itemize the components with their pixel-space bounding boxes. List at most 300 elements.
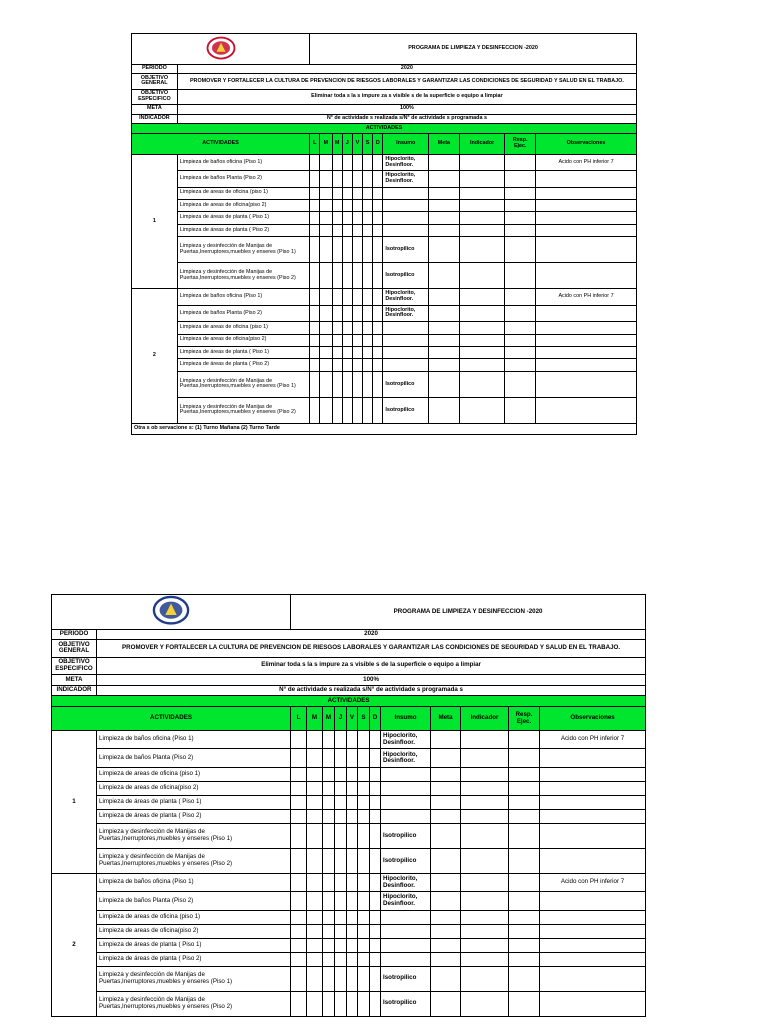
observations-cell — [540, 781, 646, 795]
day-cell — [370, 991, 381, 1016]
insumo-cell — [381, 938, 431, 952]
insumo-cell: Isotropilico — [383, 371, 429, 397]
activity-cell: Limpieza de baños oficina (Piso 1) — [177, 154, 309, 170]
day-cell — [370, 892, 381, 910]
day-cell — [363, 371, 373, 397]
insumo-cell: Hipoclorito, Desinfloor. — [381, 892, 431, 910]
column-header-row — [132, 133, 637, 154]
day-cell — [352, 237, 362, 263]
day-cell — [332, 334, 342, 346]
info-row — [132, 105, 637, 115]
indicador-cell — [461, 991, 509, 1016]
day-cell — [310, 346, 320, 358]
day-cell — [332, 322, 342, 334]
day-cell — [323, 795, 335, 809]
day-cell — [352, 322, 362, 334]
meta-cell — [429, 322, 460, 334]
table-row — [52, 731, 646, 749]
day-cell — [335, 952, 347, 966]
activity-cell: Limpieza de baños oficina (Piso 1) — [97, 731, 291, 749]
logo-cell — [52, 595, 291, 630]
day-cell — [373, 212, 383, 224]
day-cell — [373, 334, 383, 346]
day-cell — [373, 371, 383, 397]
sheet-1 — [131, 33, 637, 435]
activity-cell: Limpieza de baños Planta (Piso 2) — [97, 892, 291, 910]
meta-cell — [429, 397, 460, 423]
info-label: PERIODO — [132, 64, 178, 74]
indicador-cell — [461, 781, 509, 795]
table-row — [52, 749, 646, 767]
day-cell — [347, 938, 358, 952]
observations-cell — [536, 224, 637, 236]
info-value: 2020 — [177, 64, 636, 74]
day-cell — [332, 359, 342, 371]
section-header: ACTIVIDADES — [52, 696, 646, 707]
info-row — [52, 674, 646, 685]
resp-cell — [509, 767, 540, 781]
day-cell — [323, 952, 335, 966]
day-cell — [320, 224, 332, 236]
day-cell — [370, 910, 381, 924]
day-cell — [335, 781, 347, 795]
indicador-cell — [461, 910, 509, 924]
observations-cell: Acido con PH inferior 7 — [540, 873, 646, 891]
observations-cell — [536, 200, 637, 212]
day-cell — [342, 322, 352, 334]
insumo-cell — [381, 767, 431, 781]
day-cell — [363, 154, 373, 170]
observations-cell — [536, 334, 637, 346]
table-row — [52, 952, 646, 966]
day-cell — [363, 397, 373, 423]
meta-cell — [431, 873, 461, 891]
table-row — [52, 873, 646, 891]
column-header: Insumo — [381, 707, 431, 731]
day-cell — [358, 795, 370, 809]
day-cell — [370, 966, 381, 991]
cleaning-program-table — [51, 594, 646, 1017]
indicador-cell — [459, 346, 505, 358]
observations-cell — [536, 346, 637, 358]
activity-cell: Limpieza de baños oficina (Piso 1) — [177, 289, 309, 305]
activity-cell: Limpieza y desinfección de Manijas de Puertas,Inerruptores,muebles y enseres (Piso 2) — [97, 848, 291, 873]
meta-cell — [429, 359, 460, 371]
day-cell — [342, 187, 352, 199]
day-cell — [370, 731, 381, 749]
column-header: ACTIVIDADES — [52, 707, 291, 731]
day-cell — [332, 371, 342, 397]
day-cell — [310, 212, 320, 224]
meta-cell — [429, 237, 460, 263]
day-cell — [335, 795, 347, 809]
indicador-cell — [461, 823, 509, 848]
day-cell — [347, 795, 358, 809]
table-row — [132, 171, 637, 187]
indicador-cell — [461, 848, 509, 873]
day-cell — [323, 731, 335, 749]
table-row — [52, 781, 646, 795]
day-cell — [291, 892, 307, 910]
info-value: 2020 — [97, 629, 646, 640]
table-row — [132, 187, 637, 199]
indicador-cell — [459, 212, 505, 224]
observations-cell — [540, 767, 646, 781]
day-cell — [310, 322, 320, 334]
activity-cell: Limpieza de áreas de planta ( Piso 2) — [97, 952, 291, 966]
info-value: PROMOVER Y FORTALECER LA CULTURA DE PREVENCION DE RIESGOS LABORALES Y GARANTIZAR LAS CONDICIONES DE SEGURIDAD Y SALUD EN EL TRABAJO. — [97, 640, 646, 657]
resp-cell — [505, 154, 536, 170]
day-cell — [373, 397, 383, 423]
resp-cell — [505, 371, 536, 397]
column-header: D — [373, 133, 383, 154]
day-cell — [307, 938, 323, 952]
day-cell — [347, 749, 358, 767]
day-cell — [323, 892, 335, 910]
insumo-cell — [381, 910, 431, 924]
insumo-cell — [381, 795, 431, 809]
indicador-cell — [459, 359, 505, 371]
insumo-cell — [383, 322, 429, 334]
indicador-cell — [459, 263, 505, 289]
activity-cell: Limpieza y desinfección de Manijas de Puertas,Inerruptores,muebles y enseres (Piso 1) — [177, 237, 309, 263]
observations-cell — [536, 212, 637, 224]
table-row — [52, 795, 646, 809]
day-cell — [373, 200, 383, 212]
day-cell — [310, 224, 320, 236]
column-header: M — [323, 707, 335, 731]
day-cell — [370, 924, 381, 938]
day-cell — [342, 171, 352, 187]
observations-cell — [540, 892, 646, 910]
day-cell — [320, 334, 332, 346]
info-value: PROMOVER Y FORTALECER LA CULTURA DE PREVENCION DE RIESGOS LABORALES Y GARANTIZAR LAS CONDICIONES DE SEGURIDAD Y SALUD EN EL TRABAJO. — [177, 74, 636, 89]
day-cell — [332, 212, 342, 224]
observations-cell — [540, 966, 646, 991]
meta-cell — [429, 263, 460, 289]
info-label: INDICADOR — [132, 114, 178, 124]
day-cell — [291, 910, 307, 924]
day-cell — [373, 187, 383, 199]
insumo-cell — [383, 224, 429, 236]
day-cell — [320, 305, 332, 321]
observations-cell — [536, 263, 637, 289]
table-row — [52, 809, 646, 823]
indicador-cell — [459, 224, 505, 236]
day-cell — [335, 892, 347, 910]
insumo-cell: Isotropilico — [381, 823, 431, 848]
column-header: J — [335, 707, 347, 731]
day-cell — [320, 171, 332, 187]
table-row — [132, 371, 637, 397]
column-header: Observaciones — [536, 133, 637, 154]
observations-cell — [540, 952, 646, 966]
day-cell — [358, 809, 370, 823]
insumo-cell — [383, 212, 429, 224]
observations-cell — [540, 991, 646, 1016]
day-cell — [342, 359, 352, 371]
day-cell — [342, 200, 352, 212]
day-cell — [335, 966, 347, 991]
day-cell — [352, 397, 362, 423]
table-row — [52, 938, 646, 952]
day-cell — [291, 823, 307, 848]
day-cell — [307, 823, 323, 848]
column-header: Meta — [429, 133, 460, 154]
info-row — [52, 685, 646, 696]
observations-cell — [540, 848, 646, 873]
info-label: META — [132, 105, 178, 115]
day-cell — [323, 924, 335, 938]
observations-cell — [536, 187, 637, 199]
day-cell — [363, 171, 373, 187]
table-row — [132, 397, 637, 423]
day-cell — [363, 263, 373, 289]
indicador-cell — [461, 952, 509, 966]
resp-cell — [505, 212, 536, 224]
column-header: Resp. Ejec. — [509, 707, 540, 731]
meta-cell — [431, 952, 461, 966]
table-row — [132, 289, 637, 305]
insumo-cell — [383, 200, 429, 212]
observations-cell — [536, 237, 637, 263]
observations-cell — [540, 749, 646, 767]
table-row — [52, 924, 646, 938]
page-title: PROGRAMA DE LIMPIEZA Y DESINFECCION -2020 — [291, 595, 646, 630]
activity-cell: Limpieza de áreas de planta ( Piso 1) — [97, 938, 291, 952]
insumo-cell: Isotropilico — [381, 848, 431, 873]
insumo-cell — [381, 781, 431, 795]
day-cell — [307, 809, 323, 823]
day-cell — [342, 212, 352, 224]
info-label: INDICADOR — [52, 685, 97, 696]
day-cell — [370, 795, 381, 809]
info-value: 100% — [97, 674, 646, 685]
day-cell — [347, 952, 358, 966]
day-cell — [363, 200, 373, 212]
info-value: Eliminar toda s la s impure za s visible s de la superficie o equipo a limpiar — [97, 657, 646, 674]
day-cell — [332, 224, 342, 236]
company-logo-icon — [152, 595, 190, 628]
day-cell — [335, 991, 347, 1016]
day-cell — [310, 359, 320, 371]
day-cell — [335, 938, 347, 952]
day-cell — [291, 731, 307, 749]
insumo-cell — [381, 952, 431, 966]
insumo-cell: Hipoclorito, Desinfloor. — [381, 731, 431, 749]
day-cell — [352, 263, 362, 289]
day-cell — [342, 397, 352, 423]
day-cell — [332, 187, 342, 199]
day-cell — [352, 289, 362, 305]
indicador-cell — [459, 397, 505, 423]
meta-cell — [429, 212, 460, 224]
resp-cell — [505, 224, 536, 236]
insumo-cell: Hipoclorito, Desinfloor. — [383, 154, 429, 170]
day-cell — [320, 397, 332, 423]
indicador-cell — [461, 749, 509, 767]
day-cell — [342, 289, 352, 305]
table-row — [132, 263, 637, 289]
day-cell — [370, 823, 381, 848]
insumo-cell: Hipoclorito, Desinfloor. — [381, 749, 431, 767]
meta-cell — [429, 187, 460, 199]
day-cell — [323, 991, 335, 1016]
day-cell — [323, 823, 335, 848]
info-value: N° de actividade s realizada s/N° de actividade s programada s — [177, 114, 636, 124]
day-cell — [291, 749, 307, 767]
indicador-cell — [461, 795, 509, 809]
day-cell — [310, 334, 320, 346]
info-label: OBJETIVO GENERAL — [52, 640, 97, 657]
column-header: V — [347, 707, 358, 731]
activity-cell: Limpieza de áreas de planta ( Piso 2) — [177, 224, 309, 236]
resp-cell — [509, 952, 540, 966]
activity-cell: Limpieza de areas de oficina (piso 1) — [97, 910, 291, 924]
activity-cell: Limpieza de áreas de planta ( Piso 1) — [177, 346, 309, 358]
column-header: Insumo — [383, 133, 429, 154]
day-cell — [323, 809, 335, 823]
day-cell — [347, 991, 358, 1016]
day-cell — [347, 966, 358, 991]
info-row — [132, 74, 637, 89]
day-cell — [363, 187, 373, 199]
day-cell — [291, 795, 307, 809]
indicador-cell — [459, 187, 505, 199]
observations-cell — [540, 938, 646, 952]
info-label: META — [52, 674, 97, 685]
indicador-cell — [459, 154, 505, 170]
company-logo-icon — [206, 36, 236, 63]
day-cell — [291, 952, 307, 966]
day-cell — [320, 371, 332, 397]
day-cell — [373, 322, 383, 334]
indicador-cell — [461, 873, 509, 891]
activity-cell: Limpieza de areas de oficina(piso 2) — [97, 924, 291, 938]
day-cell — [347, 873, 358, 891]
table-row — [52, 966, 646, 991]
meta-cell — [431, 749, 461, 767]
day-cell — [373, 289, 383, 305]
resp-cell — [505, 237, 536, 263]
indicador-cell — [461, 809, 509, 823]
info-value: 100% — [177, 105, 636, 115]
day-cell — [335, 873, 347, 891]
day-cell — [358, 781, 370, 795]
info-row — [132, 64, 637, 74]
meta-cell — [429, 334, 460, 346]
insumo-cell — [381, 809, 431, 823]
day-cell — [323, 848, 335, 873]
info-label: OBJETIVO GENERAL — [132, 74, 178, 89]
activity-cell: Limpieza y desinfección de Manijas de Puertas,Inerruptores,muebles y enseres (Piso 1) — [97, 966, 291, 991]
day-cell — [358, 848, 370, 873]
table-row — [52, 848, 646, 873]
indicador-cell — [461, 892, 509, 910]
column-header: L — [310, 133, 320, 154]
activity-cell: Limpieza de baños Planta (Piso 2) — [177, 305, 309, 321]
table-row — [52, 767, 646, 781]
day-cell — [370, 952, 381, 966]
resp-cell — [509, 731, 540, 749]
column-header-row — [52, 707, 646, 731]
insumo-cell: Hipoclorito, Desinfloor. — [383, 305, 429, 321]
day-cell — [358, 823, 370, 848]
day-cell — [363, 212, 373, 224]
meta-cell — [429, 154, 460, 170]
insumo-cell — [383, 359, 429, 371]
insumo-cell — [381, 924, 431, 938]
table-row — [132, 212, 637, 224]
resp-cell — [509, 795, 540, 809]
day-cell — [332, 154, 342, 170]
resp-cell — [505, 289, 536, 305]
day-cell — [342, 305, 352, 321]
day-cell — [320, 154, 332, 170]
resp-cell — [509, 938, 540, 952]
day-cell — [370, 848, 381, 873]
day-cell — [363, 224, 373, 236]
activity-cell: Limpieza de areas de oficina(piso 2) — [177, 334, 309, 346]
activity-cell: Limpieza de areas de oficina (piso 1) — [177, 322, 309, 334]
day-cell — [352, 371, 362, 397]
info-value: N° de actividade s realizada s/N° de actividade s programada s — [97, 685, 646, 696]
page-title: PROGRAMA DE LIMPIEZA Y DESINFECCION -2020 — [310, 34, 637, 65]
day-cell — [291, 873, 307, 891]
meta-cell — [431, 823, 461, 848]
activity-cell: Limpieza de áreas de planta ( Piso 2) — [97, 809, 291, 823]
day-cell — [335, 749, 347, 767]
column-header: Indicador — [461, 707, 509, 731]
resp-cell — [509, 873, 540, 891]
activity-cell: Limpieza y desinfección de Manijas de Puertas,Inerruptores,muebles y enseres (Piso 2) — [177, 397, 309, 423]
observations-cell — [540, 795, 646, 809]
day-cell — [347, 781, 358, 795]
indicador-cell — [459, 334, 505, 346]
day-cell — [323, 966, 335, 991]
day-cell — [310, 397, 320, 423]
insumo-cell: Isotropilico — [383, 397, 429, 423]
day-cell — [370, 809, 381, 823]
column-header: S — [363, 133, 373, 154]
day-cell — [342, 371, 352, 397]
day-cell — [310, 187, 320, 199]
day-cell — [335, 924, 347, 938]
day-cell — [347, 910, 358, 924]
resp-cell — [505, 397, 536, 423]
column-header: S — [358, 707, 370, 731]
day-cell — [307, 952, 323, 966]
day-cell — [335, 809, 347, 823]
info-row — [52, 629, 646, 640]
day-cell — [332, 263, 342, 289]
day-cell — [358, 952, 370, 966]
day-cell — [310, 237, 320, 263]
column-header: Indicador — [459, 133, 505, 154]
activity-cell: Limpieza de areas de oficina (piso 1) — [97, 767, 291, 781]
day-cell — [352, 346, 362, 358]
day-cell — [332, 237, 342, 263]
observations-cell: Acido con PH inferior 7 — [536, 289, 637, 305]
meta-cell — [431, 991, 461, 1016]
day-cell — [358, 910, 370, 924]
observations-cell — [536, 371, 637, 397]
day-cell — [373, 359, 383, 371]
day-cell — [352, 224, 362, 236]
resp-cell — [505, 263, 536, 289]
table-row — [132, 346, 637, 358]
day-cell — [358, 767, 370, 781]
